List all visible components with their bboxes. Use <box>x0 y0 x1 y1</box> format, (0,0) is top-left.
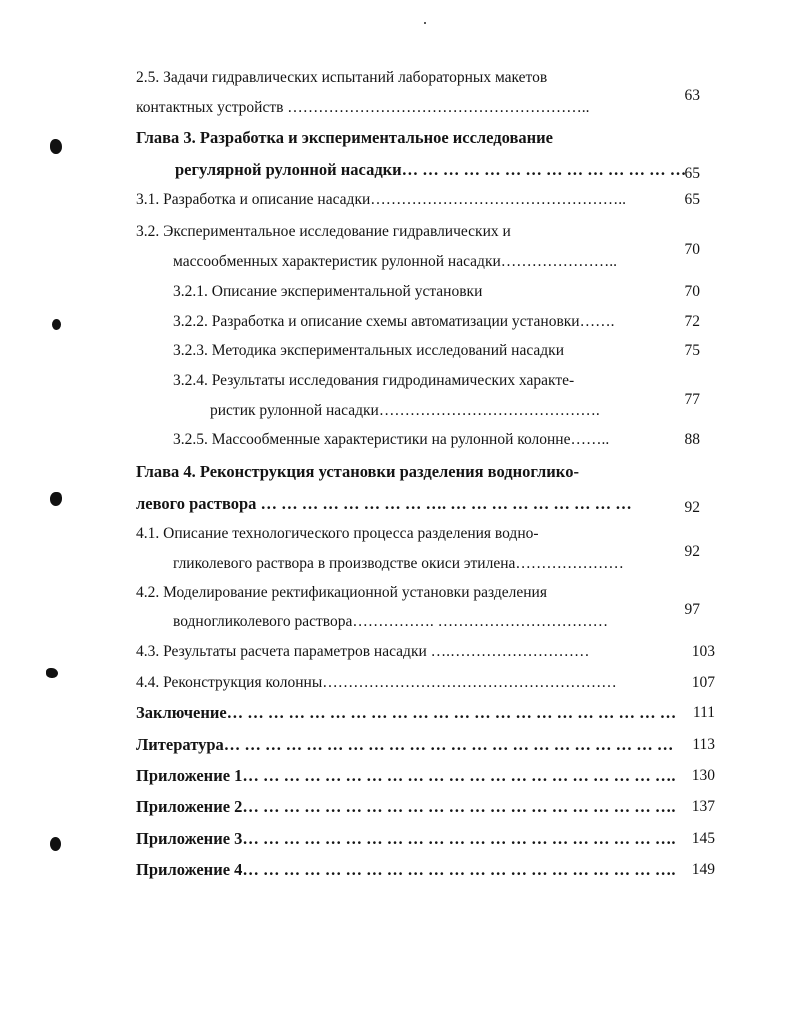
toc-entry-3-2-4-line1: 3.2.4. Результаты исследования гидродинамических характе- <box>173 372 575 389</box>
toc-page-number: 92 <box>684 499 700 516</box>
scan-mark <box>50 837 61 851</box>
toc-appendix-4: Приложение 4… … … … … … … … … … … … … … … … … … … … …. <box>136 860 676 879</box>
toc-page-number: 92 <box>684 543 700 560</box>
toc-entry-2-5-line1: 2.5. Задачи гидравлических испытаний лабораторных макетов <box>136 69 548 86</box>
scan-speck <box>424 22 426 24</box>
scan-mark <box>50 139 62 154</box>
toc-entry-4-1-line2: гликолевого раствора в производстве окиси этилена………………… <box>173 555 624 572</box>
toc-chapter-4-line2: левого раствора … … … … … … … … …. … … … … … … … … … <box>136 494 632 513</box>
toc-page-number: 113 <box>692 736 715 753</box>
toc-appendix-3: Приложение 3… … … … … … … … … … … … … … … … … … … … …. <box>136 829 676 848</box>
toc-entry-3-1: 3.1. Разработка и описание насадки………………………………………….. <box>136 191 627 208</box>
toc-entry-4-1-line1: 4.1. Описание технологического процесса разделения водно- <box>136 525 539 542</box>
toc-page-number: 63 <box>684 87 700 104</box>
toc-page-number: 145 <box>691 830 715 847</box>
toc-entry-3-2-5: 3.2.5. Массообменные характеристики на рулонной колонне…….. <box>173 431 610 448</box>
toc-page-number: 70 <box>684 241 700 258</box>
toc-entry-4-3: 4.3. Результаты расчета параметров насадки ….……………………… <box>136 643 590 660</box>
toc-entry-4-4: 4.4. Реконструкция колонны………………………………………………… <box>136 674 617 691</box>
toc-entry-3-2-2: 3.2.2. Разработка и описание схемы автоматизации установки……. <box>173 313 615 330</box>
toc-page-number: 70 <box>684 283 700 300</box>
toc-page-number: 130 <box>691 767 715 784</box>
toc-entry-2-5-line2: контактных устройств ………………………………………………….. <box>136 99 590 116</box>
toc-appendix-1: Приложение 1… … … … … … … … … … … … … … … … … … … … …. <box>136 766 676 785</box>
toc-page-number: 111 <box>692 704 715 721</box>
scan-mark <box>46 668 58 678</box>
toc-chapter-3-line2: регулярной рулонной насадки… … … … … … … … … … … … … … <box>175 160 687 179</box>
toc-page-number: 65 <box>684 165 700 182</box>
toc-page-number: 137 <box>691 798 715 815</box>
toc-entry-4-2-line2: водногликолевого раствора……………. …………………………… <box>173 613 609 630</box>
toc-page-number: 149 <box>691 861 715 878</box>
toc-page-number: 107 <box>691 674 715 691</box>
toc-page-number: 65 <box>684 191 700 208</box>
toc-conclusion: Заключение… … … … … … … … … … … … … … … … … … … … … … <box>136 703 677 722</box>
scan-mark <box>52 319 61 330</box>
toc-page-number: 72 <box>684 313 700 330</box>
toc-page-number: 77 <box>684 391 700 408</box>
toc-page-number: 97 <box>684 601 700 618</box>
toc-appendix-2: Приложение 2… … … … … … … … … … … … … … … … … … … … …. <box>136 797 676 816</box>
toc-page-number: 103 <box>691 643 715 660</box>
toc-page-number: 88 <box>684 431 700 448</box>
toc-entry-4-2-line1: 4.2. Моделирование ректификационной установки разделения <box>136 584 547 601</box>
scan-mark <box>50 492 62 506</box>
toc-entry-3-2-1: 3.2.1. Описание экспериментальной установки <box>173 283 483 300</box>
toc-entry-3-2-line2: массообменных характеристик рулонной насадки………………….. <box>173 253 618 270</box>
toc-entry-3-2-line1: 3.2. Экспериментальное исследование гидравлических и <box>136 223 511 240</box>
toc-entry-3-2-3: 3.2.3. Методика экспериментальных исследований насадки <box>173 342 564 359</box>
toc-chapter-3-line1: Глава 3. Разработка и экспериментальное исследование <box>136 128 553 147</box>
toc-chapter-4-line1: Глава 4. Реконструкция установки разделения водногликo- <box>136 462 580 481</box>
toc-entry-3-2-4-line2: ристик рулонной насадки……………………………………. <box>210 402 600 419</box>
toc-literature: Литература… … … … … … … … … … … … … … … … … … … … … … <box>136 735 674 754</box>
toc-page-number: 75 <box>684 342 700 359</box>
